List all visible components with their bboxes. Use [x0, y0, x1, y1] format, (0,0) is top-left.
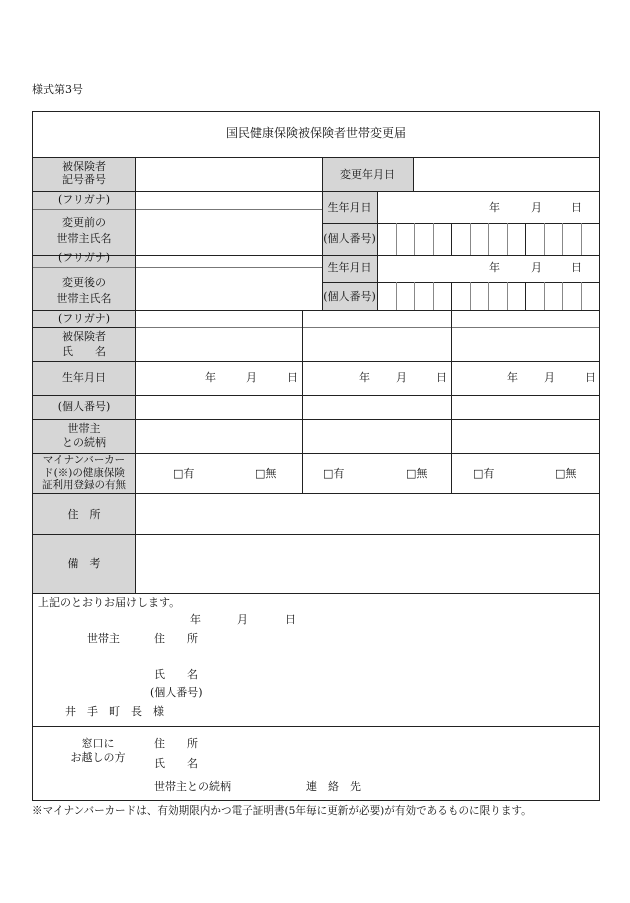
before-personal-number-label: (個人番号): [323, 232, 376, 245]
digit-separator: [414, 223, 415, 255]
date-day: 日: [285, 613, 296, 626]
insured-furigana-label: (フリガナ): [57, 312, 111, 325]
visitor-relation-label: 世帯主との続柄: [154, 780, 231, 793]
digit-separator: [470, 282, 471, 310]
date-year: 年: [489, 201, 500, 214]
householder-label: 世帯主: [87, 632, 120, 645]
date-month: 月: [237, 613, 248, 626]
visitor-name-label: 氏 名: [154, 757, 198, 770]
addressee: 井 手 町 長 様: [65, 705, 164, 718]
checkbox-yes-2[interactable]: □有: [323, 467, 345, 480]
digit-separator: [451, 223, 452, 255]
digit-separator: [544, 282, 545, 310]
checkbox-no-2[interactable]: □無: [406, 467, 428, 480]
before-birthdate-label: 生年月日: [327, 201, 372, 214]
digit-separator: [525, 223, 526, 255]
insured-id-label: 被保険者 記号番号: [62, 160, 106, 186]
after-furigana-label: (フリガナ): [57, 251, 111, 264]
personal-number-grid-before[interactable]: [377, 223, 599, 255]
date-month: 月: [531, 201, 542, 214]
remarks-label: 備 考: [67, 557, 101, 570]
digit-separator: [562, 282, 563, 310]
householder-name-label: 氏 名: [154, 668, 198, 681]
declaration-text: 上記のとおりお届けします。: [38, 596, 181, 609]
digit-separator: [562, 223, 563, 255]
visitor-label: 窓口に お越しの方: [70, 737, 126, 764]
digit-separator: [581, 282, 582, 310]
date-year: 年: [359, 371, 370, 384]
date-month: 月: [531, 261, 542, 274]
date-year: 年: [205, 371, 216, 384]
digit-separator: [525, 282, 526, 310]
digit-separator: [470, 223, 471, 255]
before-furigana-label: (フリガナ): [57, 193, 111, 206]
date-year: 年: [190, 613, 201, 626]
date-month: 月: [246, 371, 257, 384]
footnote: ※マイナンバーカードは、有効期限内かつ電子証明書(5年毎に更新が必要)が有効であるものに限ります。: [32, 805, 532, 817]
form-number: 様式第3号: [32, 83, 83, 96]
digit-separator: [488, 282, 489, 310]
digit-separator: [544, 223, 545, 255]
insured-birthdate-label: 生年月日: [62, 371, 106, 384]
form-title: 国民健康保険被保険者世帯変更届: [225, 126, 406, 140]
date-month: 月: [544, 371, 555, 384]
date-day: 日: [571, 201, 582, 214]
date-year: 年: [489, 261, 500, 274]
householder-personal-number-label: (個人番号): [150, 686, 203, 699]
digit-separator: [581, 223, 582, 255]
date-month: 月: [396, 371, 407, 384]
date-year: 年: [507, 371, 518, 384]
after-personal-number-label: (個人番号): [323, 290, 376, 303]
digit-separator: [414, 282, 415, 310]
date-day: 日: [436, 371, 447, 384]
householder-address-label: 住 所: [154, 632, 198, 645]
checkbox-yes-1[interactable]: □有: [173, 467, 195, 480]
mynumber-card-label: マイナンバーカー ド(※)の健康保険 証利用登録の有無: [42, 454, 126, 491]
change-date-label: 変更年月日: [340, 168, 395, 181]
visitor-address-label: 住 所: [154, 737, 198, 750]
checkbox-no-3[interactable]: □無: [555, 467, 577, 480]
digit-separator: [507, 223, 508, 255]
date-day: 日: [585, 371, 596, 384]
digit-separator: [433, 223, 434, 255]
insured-personal-number-label: (個人番号): [57, 400, 111, 413]
digit-separator: [451, 282, 452, 310]
date-day: 日: [571, 261, 582, 274]
digit-separator: [396, 282, 397, 310]
digit-separator: [507, 282, 508, 310]
digit-separator: [488, 223, 489, 255]
personal-number-grid-after[interactable]: [377, 282, 599, 310]
address-label: 住 所: [67, 508, 101, 521]
checkbox-no-1[interactable]: □無: [255, 467, 277, 480]
relation-label: 世帯主 との続柄: [62, 422, 106, 449]
checkbox-yes-3[interactable]: □有: [473, 467, 495, 480]
before-householder-label: 変更前の 世帯主氏名: [56, 216, 112, 245]
insured-name-label: 被保険者 氏 名: [62, 330, 106, 358]
household-change-form: [32, 111, 600, 801]
digit-separator: [433, 282, 434, 310]
after-birthdate-label: 生年月日: [327, 261, 372, 274]
digit-separator: [396, 223, 397, 255]
date-day: 日: [287, 371, 298, 384]
visitor-contact-label: 連 絡 先: [306, 780, 361, 793]
after-householder-label: 変更後の 世帯主氏名: [56, 276, 112, 305]
